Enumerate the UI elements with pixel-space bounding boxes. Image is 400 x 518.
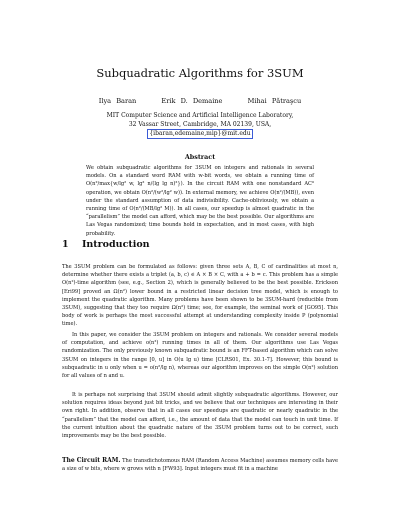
body-paragraph: In this paper, we consider the 3SUM problem on integers and rationals. We consider several models of computation, and achieve o(n²) running times in all of them. Our algorithms use Las Vegas randomization. The only previously known subquadratic bound is an FFT-based algorithm which can solve 3SUM on integers in the range [0, u] in O(u lg u) time [CLRS01, Ex. 30.1-7]. However, this bound is subquadratic in u only when u = o(n²/lg n), whereas our algorithm improves on the simple O(n²) solution for all values of n and u. bbox=[62, 332, 338, 380]
abstract-heading: Abstract bbox=[184, 153, 216, 161]
author-name: Mihai Pătraşcu bbox=[247, 97, 302, 105]
author-list bbox=[0, 97, 400, 105]
body-paragraph: The 3SUM problem can be formulated as follows: given three sets A, B, C of cardinalities at most n, determine whether there exists a triplet (a, b, c) ∈ A × B × C, with a + b = c. This problem has a simple O(n²)-time algorithm (see, e.g., Section 2), which is generally believed to be the best possible. Erickson [Eri99] proved an Ω(n²) lower bound in a restricted linear decision tree model, which is enough to implement the quadratic algorithm. Many problems have been shown to be 3SUM-hard (reducible from 3SUM), suggesting that they too require Ω(n²) time; see, for example, the seminal work of [GO95]. This body of work is perhaps the most successful attempt at understanding complexity inside P (polynomial time). bbox=[62, 264, 338, 328]
affiliation-line: 32 Vassar Street, Cambridge, MA 02139, USA, bbox=[128, 121, 272, 128]
email-link[interactable]: {ibaran,edemaine,mip}@mit.edu bbox=[149, 130, 251, 137]
paragraph-text: The transdichotomous RAM (Random Access Machine) assumes memory cells have a size of w bits, where w grows with n [FW93]. Input integers must fit in a machine bbox=[62, 458, 338, 473]
author-name: Erik D. Demaine bbox=[161, 97, 223, 105]
section-title: Introduction bbox=[81, 239, 150, 250]
author-name: Ilya Baran bbox=[98, 97, 137, 105]
body-paragraph bbox=[62, 457, 338, 473]
abstract-text: We obtain subquadratic algorithms for 3SUM on integers and rationals in several models. On a standard word RAM with w-bit words, we obtain a running time of O(n²/max{w/lg² w, lg² n/(lg lg n)²}). In the circuit RAM with one nonstandard AC⁰ operation, we obtain O(n²/(w²/lg² w)). In external memory, we achieve O(n²/(MB)), even under the standard assumption of data indivisibility. Cache-obliviously, we obtain a running time of O(n²/(MB/lg² M)). In all cases, our speedup is almost quadratic in the “parallelism” the model can afford, which may be the best possible. Our algorithms are Las Vegas randomized; time bounds hold in expectation, and in most cases, with high probability. bbox=[86, 165, 314, 237]
affiliation bbox=[0, 111, 400, 139]
paper-title: Subquadratic Algorithms for 3SUM bbox=[96, 66, 304, 80]
body-paragraph: It is perhaps not surprising that 3SUM should admit slightly subquadratic algorithms. However, our solution requires ideas beyond just bit tricks, and we believe that our techniques are interesting in their own right. In addition, observe that in all cases our speedups are quadratic or nearly quadratic in the “parallelism” that the model can afford, i.e., the amount of data that the model can touch in unit time. If the current intuition about the quadratic nature of the 3SUM problem turns out to be correct, such improvements may be the best possible. bbox=[62, 392, 338, 440]
affiliation-line: MIT Computer Science and Artificial Intelligence Laboratory, bbox=[106, 112, 294, 119]
section-heading bbox=[62, 239, 150, 250]
paragraph-runin-heading: The Circuit RAM. bbox=[62, 457, 121, 464]
section-number: 1 bbox=[62, 239, 69, 250]
